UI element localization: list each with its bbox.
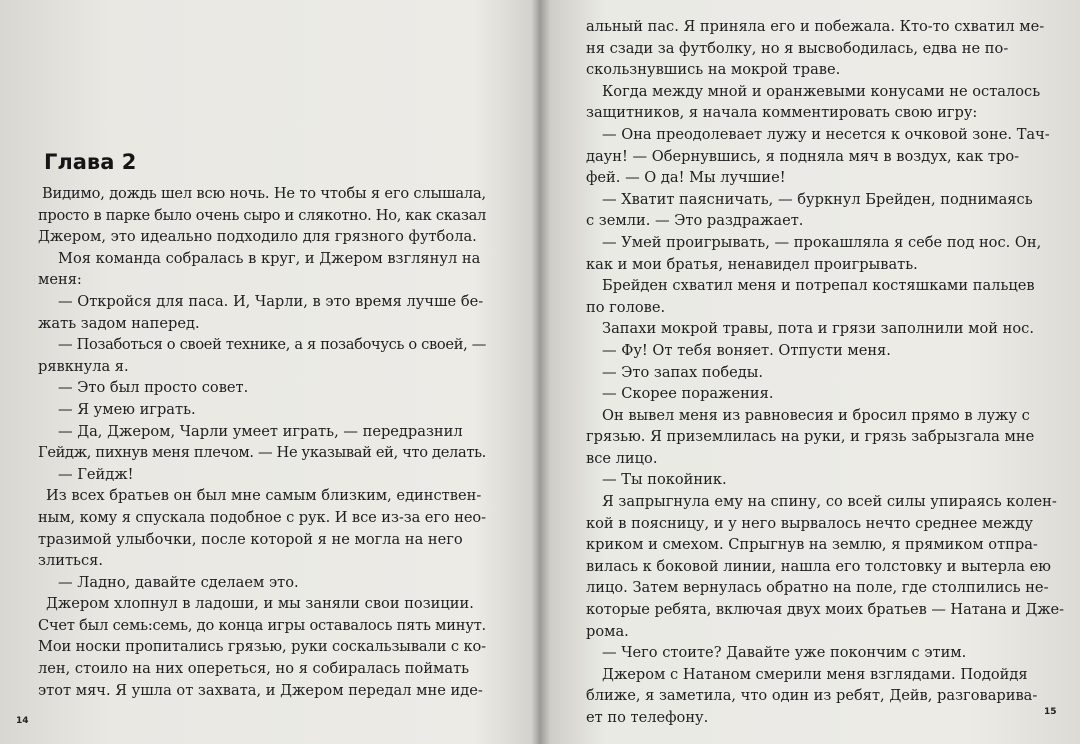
text-line: Моя команда собралась в круг, и Джером взглянул на: [58, 249, 481, 267]
text-line: Он вывел меня из равновесия и бросил прямо в лужу с: [602, 406, 1030, 424]
right-page-text: [586, 16, 1064, 729]
text-line: криком и смехом. Спрыгнув на землю, я прямиком отпра-: [586, 536, 1038, 554]
text-line: тразимой улыбочки, после которой я не могла на него: [38, 530, 463, 548]
text-line: — Позаботься о своей технике, а я позабочусь о своей, —: [58, 336, 486, 354]
left-page: [0, 0, 530, 744]
text-line: — Это запах победы.: [602, 363, 764, 381]
text-line: Из всех братьев он был мне самым близким, единствен-: [46, 487, 482, 505]
text-line: как и мои братья, ненавидел проигрывать.: [586, 255, 918, 273]
text-line: даун! — Обернувшись, я подняла мяч в воздух, как тро-: [586, 147, 1020, 165]
text-line: грязью. Я приземлилась на руки, и грязь забрызгала мне: [586, 428, 1035, 446]
text-line: Запахи мокрой травы, пота и грязи заполнили мой нос.: [602, 320, 1034, 338]
text-line: — Умей проигрывать, — прокашляла я себе под нос. Он,: [602, 233, 1042, 251]
left-page-text: [38, 183, 486, 701]
text-line: кой в поясницу, и у него вырвалось нечто среднее между: [586, 514, 1033, 532]
text-line: ближе, я заметила, что один из ребят, Дейв, разговарива-: [586, 687, 1038, 705]
text-line: — Откройся для паса. И, Чарли, в это время лучше бе-: [58, 292, 484, 310]
text-line: фей. — О да! Мы лучшие!: [586, 169, 786, 187]
text-line: Брейден схватил меня и потрепал костяшками пальцев: [602, 277, 1035, 295]
page-number: 14: [16, 716, 29, 726]
text-line: жать задом наперед.: [38, 314, 200, 332]
text-line: ет по телефону.: [586, 709, 709, 726]
text-line: ным, кому я спускала подобное с рук. И все из-за его нео-: [38, 508, 486, 526]
text-line: — Ты покойник.: [602, 471, 727, 489]
text-line: — Да, Джером, Чарли умеет играть, — передразнил: [58, 422, 463, 440]
text-line: Я запрыгнула ему на спину, со всей силы упираясь колен-: [602, 493, 1057, 511]
text-line: лен, стоило на них опереться, но я собиралась поймать: [38, 660, 470, 678]
text-line: Видимо, дождь шел всю ночь. Не то чтобы я его слышала,: [42, 185, 486, 202]
text-line: — Это был просто совет.: [58, 379, 249, 397]
text-line: просто в парке было очень сыро и слякотно. Но, как сказал: [38, 206, 486, 224]
text-line: Счет был семь:семь, до конца игры оставалось пять минут.: [38, 616, 486, 634]
text-line: скользнувшись на мокрой траве.: [586, 61, 841, 79]
text-line: лицо. Затем вернулась обратно на поле, где столпились не-: [586, 579, 1049, 597]
text-line: Джером с Натаном смерили меня взглядами. Подойдя: [602, 665, 1028, 683]
page-number: 15: [1044, 707, 1057, 717]
text-line: Джером, это идеально подходило для грязного футбола.: [38, 228, 477, 246]
text-line: — Чего стоите? Давайте уже покончим с этим.: [602, 644, 967, 662]
text-line: злиться.: [38, 552, 103, 570]
text-line: — Скорее поражения.: [602, 385, 774, 403]
text-line: по голове.: [586, 298, 666, 316]
text-line: вилась к боковой линии, нашла его толстовку и вытерла ею: [586, 557, 1051, 575]
text-line: все лицо.: [586, 449, 658, 467]
text-line: меня:: [38, 271, 82, 289]
text-line: Гейдж, пихнув меня плечом. — Не указывай ей, что делать.: [38, 444, 486, 462]
text-line: защитников, я начала комментировать свою игру:: [586, 104, 978, 122]
text-line: — Она преодолевает лужу и несется к очковой зоне. Тач-: [602, 125, 1050, 143]
text-line: рявкнула я.: [38, 357, 129, 375]
text-line: — Я умею играть.: [58, 400, 196, 418]
text-line: Джером хлопнул в ладоши, и мы заняли свои позиции.: [46, 595, 474, 613]
text-line: которые ребята, включая двух моих братьев — Натана и Дже-: [586, 601, 1064, 619]
text-line: этот мяч. Я ушла от захвата, и Джером передал мне иде-: [38, 681, 483, 699]
text-line: — Хватит паясничать, — буркнул Брейден, поднимаясь: [602, 190, 1033, 208]
text-line: ня сзади за футболку, но я высвободилась, едва не по-: [586, 39, 1009, 57]
text-line: — Фу! От тебя воняет. Отпусти меня.: [602, 341, 891, 359]
text-line: альный пас. Я приняла его и побежала. Кто-то схватил ме-: [586, 18, 1045, 35]
chapter-title: Глава 2: [44, 150, 137, 174]
text-line: Мои носки пропитались грязью, руки соскальзывали с ко-: [38, 638, 486, 656]
text-line: — Ладно, давайте сделаем это.: [58, 573, 299, 591]
right-page: [538, 0, 1080, 744]
text-line: — Гейдж!: [58, 465, 134, 483]
text-line: с земли. — Это раздражает.: [586, 212, 804, 230]
text-line: Когда между мной и оранжевыми конусами не осталось: [602, 82, 1041, 100]
text-line: рома.: [586, 622, 629, 640]
